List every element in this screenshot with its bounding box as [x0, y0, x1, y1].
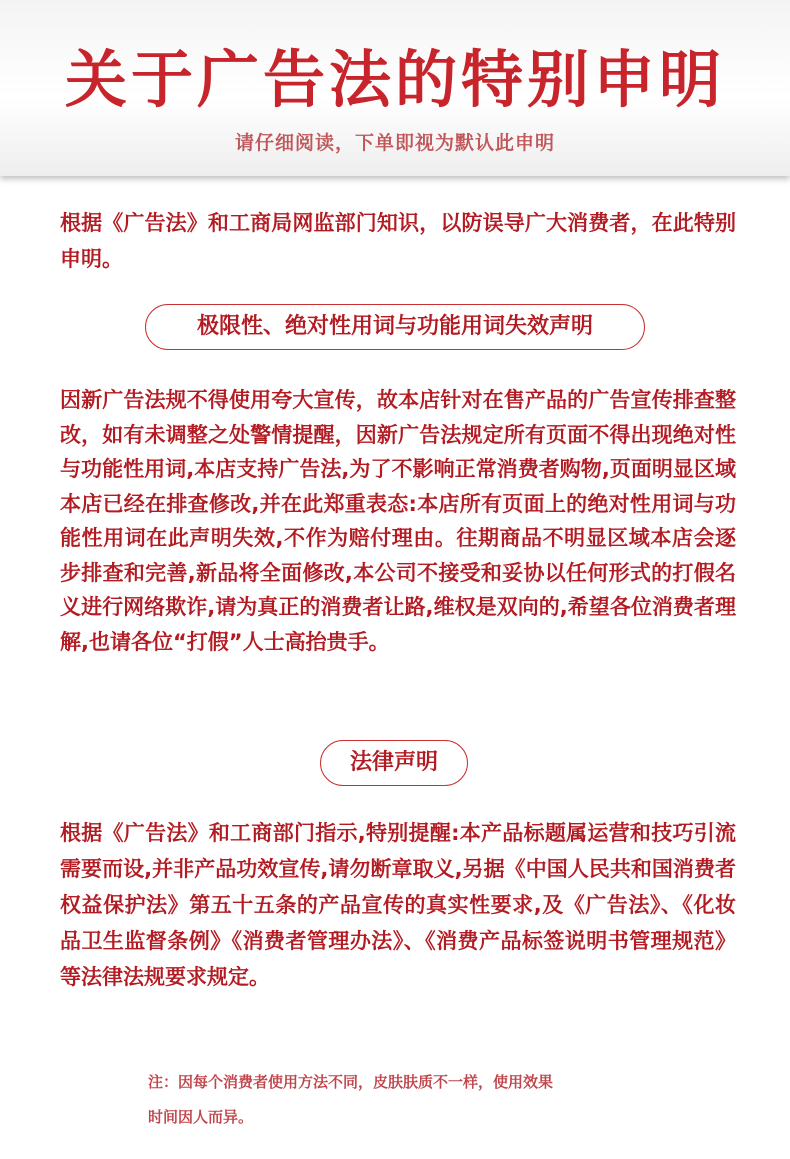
- section1-body: 因新广告法规不得使用夸大宣传，故本店针对在售产品的广告宣传排查整改，如有未调整之处警情提醒，因新广告法规定所有页面不得出现绝对性与功能性用词,本店支持广告法,为了不影响正常消费者购物,页面明显区域本店已经在排查修改,并在此郑重表态:本店所有页面上的绝对性用词与功能性用词在此声明失效,不作为赔付理由。往期商品不明显区域本店会逐步排查和完善,新品将全面修改,本公司不接受和妥协以任何形式的打假名义进行网络欺诈,请为真正的消费者让路,维权是双向的,希望各位消费者理解,也请各位“打假”人士高抬贵手。: [60, 388, 736, 654]
- header-banner: [0, 0, 790, 176]
- page-title: 关于广告法的特别申明: [64, 43, 725, 116]
- note-line-2: 时间因人而异。: [148, 1108, 254, 1126]
- section1-heading: 极限性、绝对性用词与功能用词失效声明: [145, 304, 645, 350]
- intro-paragraph: 根据《广告法》和工商局网监部门知识，以防误导广大消费者，在此特别申明。: [60, 211, 736, 271]
- section2-body: 根据《广告法》和工商部门指示,特别提醒:本产品标题属运营和技巧引流需要而设,并非产品功效宣传,请勿断章取义,另据《中国人民共和国消费者权益保护法》第五十五条的产品宣传的真实性要求,及《广告法》、《化妆品卫生监督条例》《消费者管理办法》、《消费产品标签说明书管理规范》等法律法规要求规定。: [60, 821, 736, 989]
- section2-heading: 法律声明: [320, 740, 468, 786]
- page-subtitle: 请仔细阅读，下单即视为默认此申明: [234, 132, 555, 154]
- note-line-1: 注：因每个消费者使用方法不同，皮肤肤质不一样，使用效果: [148, 1073, 554, 1091]
